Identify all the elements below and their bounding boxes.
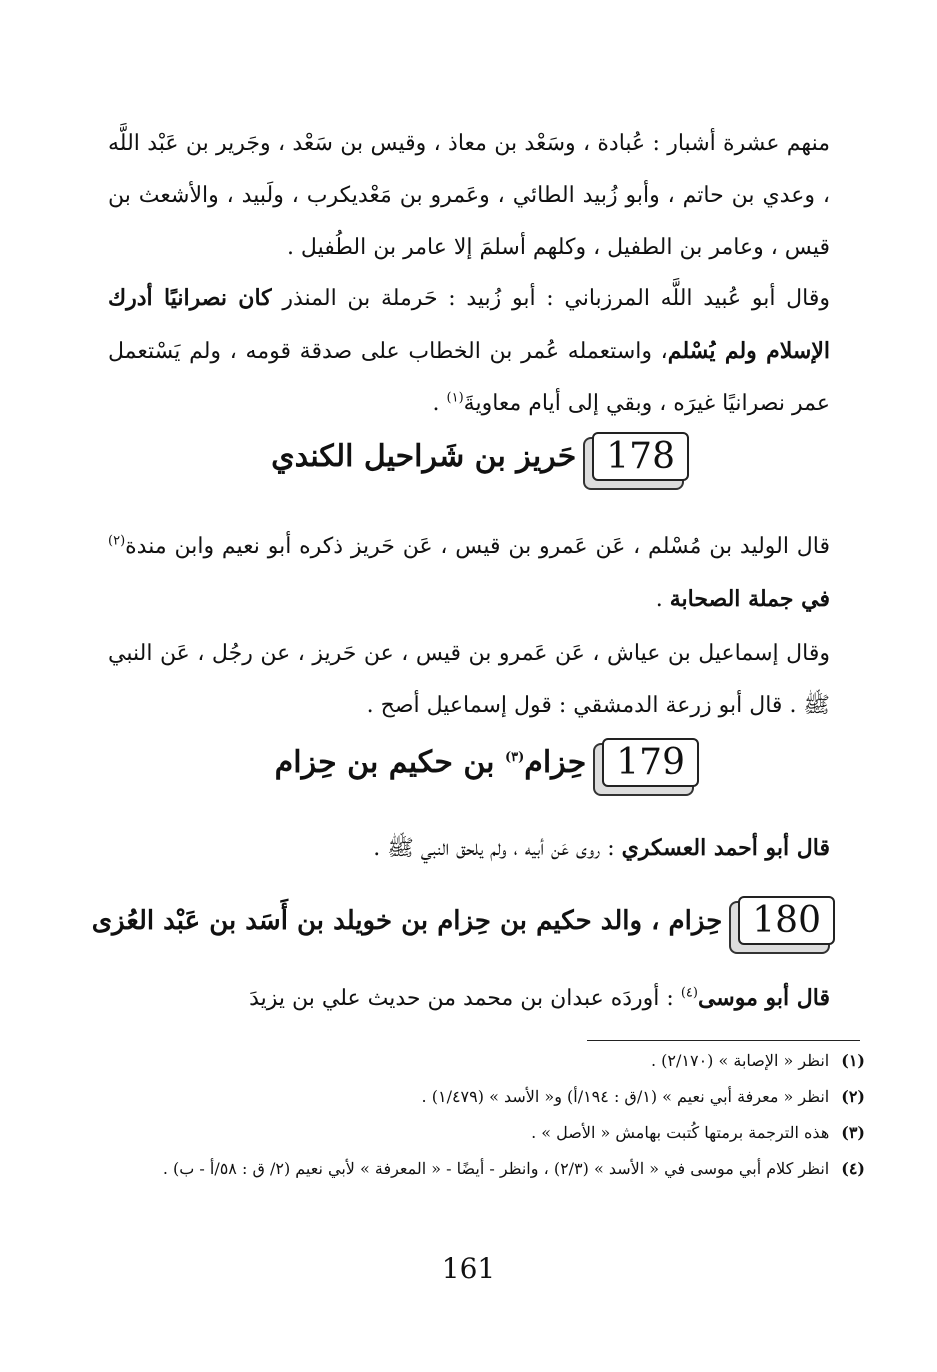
- bold-phrase: قال أبو موسى: [697, 985, 830, 1011]
- footnote-text: انظر « معرفة أبي نعيم » (١/ق : ١٩٤/أ) و« الأسد » (١/٤٧٩) .: [421, 1087, 830, 1106]
- footnote-mark: (٢): [841, 1087, 865, 1106]
- footnote-ref: (١): [446, 390, 464, 406]
- entry-number-box: 179: [602, 738, 699, 787]
- paragraph-text: منهم عشرة أشبار : عُبادة ، وسَعْد بن معاذ ، وقيس بن سَعْد ، وجَرير بن عَبْد اللَّه ، وعدي بن حاتم ، وأبو زُبيد الطائي ، وعَمرو بن مَعْديكرب ، ولَبيد ، والأشعث بن قيس ، وعامر بن الطفيل ، وكلهم أسلمَ إلا عامر بن الطُفيل .: [108, 131, 830, 260]
- footnote-text: انظر « الإصابة » (٢/١٧٠) .: [650, 1051, 830, 1070]
- footnote-mark: (٤): [841, 1159, 865, 1178]
- entry-title-part: بن حكيم بن حِزام: [274, 745, 505, 780]
- bold-phrase: كان نصرانيًا أدرك الإسلام ولم يُسْلم: [108, 285, 830, 364]
- entry-title: حِزام ، والد حكيم بن حِزام بن خويلد بن أَسَد بن عَبْد العُزى: [91, 905, 723, 936]
- bold-phrase: قال أبو أحمد العسكري: [621, 835, 830, 861]
- paragraph-abu-musa: [108, 972, 830, 1025]
- heading-178: [271, 432, 689, 481]
- paragraph-askari: [108, 822, 830, 875]
- entry-number-box: 180: [738, 896, 835, 945]
- paragraph-text: قال الوليد بن مُسْلم ، عَن عَمرو بن قيس ، عَن حَريز ذكره أبو نعيم وابن مندة: [125, 534, 830, 559]
- footnote-3: [108, 1116, 865, 1150]
- entry-number-box: 178: [592, 432, 689, 481]
- footnote-text: هذه الترجمة برمتها كُتبت بهامش « الأصل » .: [531, 1123, 830, 1142]
- footnote-2: [108, 1080, 865, 1114]
- footnote-ref: (٢): [108, 533, 126, 549]
- paragraph-companions: [108, 118, 830, 274]
- footnote-text: انظر كلام أبي موسى في « الأسد » (٢/٣) ، وانظر - أيضًا - « المعرفة » لأبي نعيم (٢/ ق : ٥٨/أ - ب) .: [162, 1159, 830, 1178]
- paragraph-text: وقال أبو عُبيد اللَّه المرزباني : أبو زُبيد : حَرملة بن المنذر: [271, 286, 831, 311]
- footnote-ref: (٤): [680, 985, 698, 1001]
- footnote-mark: (٣): [841, 1123, 865, 1142]
- entry-title: [275, 745, 587, 780]
- paragraph-text: ، واستعمله عُمر بن الخطاب على صدقة قومه ، ولم يَسْتعمل عمر نصرانيًا غيرَه ، وبقي إلى أيام معاويةَ: [108, 339, 830, 416]
- paragraph-marzubani: [108, 272, 830, 430]
- footnote-separator: [587, 1040, 860, 1041]
- footnote-4: [108, 1152, 865, 1186]
- paragraph-ismail: [108, 628, 830, 732]
- entry-title: حَريز بن شَراحيل الكندي: [271, 439, 577, 474]
- paragraph-end: .: [655, 587, 670, 612]
- page-number: 161: [441, 1252, 496, 1285]
- paragraph-walid: [108, 520, 830, 626]
- heading-179: [275, 738, 699, 787]
- paragraph-end: .: [432, 391, 447, 416]
- paragraph-text: وقال إسماعيل بن عياش ، عَن عَمرو بن قيس ، عن حَريز ، عن رجُل ، عَن النبي ﷺ . قال أبو زرعة الدمشقي : قول إسماعيل أصح .: [108, 641, 830, 718]
- bold-phrase: في جملة الصحابة: [669, 586, 830, 612]
- footnote-1: [108, 1044, 865, 1078]
- paragraph-text: : روى عَن أبيه ، ولم يلحق النبي ﷺ .: [373, 836, 622, 861]
- heading-180: [92, 896, 835, 945]
- entry-title-part: حِزام: [524, 745, 587, 780]
- footnote-mark: (١): [841, 1051, 865, 1070]
- paragraph-text: : أوردَه عبدان بن محمد من حديث علي بن يزيدَ: [249, 986, 681, 1011]
- footnote-ref: (٣): [504, 750, 525, 765]
